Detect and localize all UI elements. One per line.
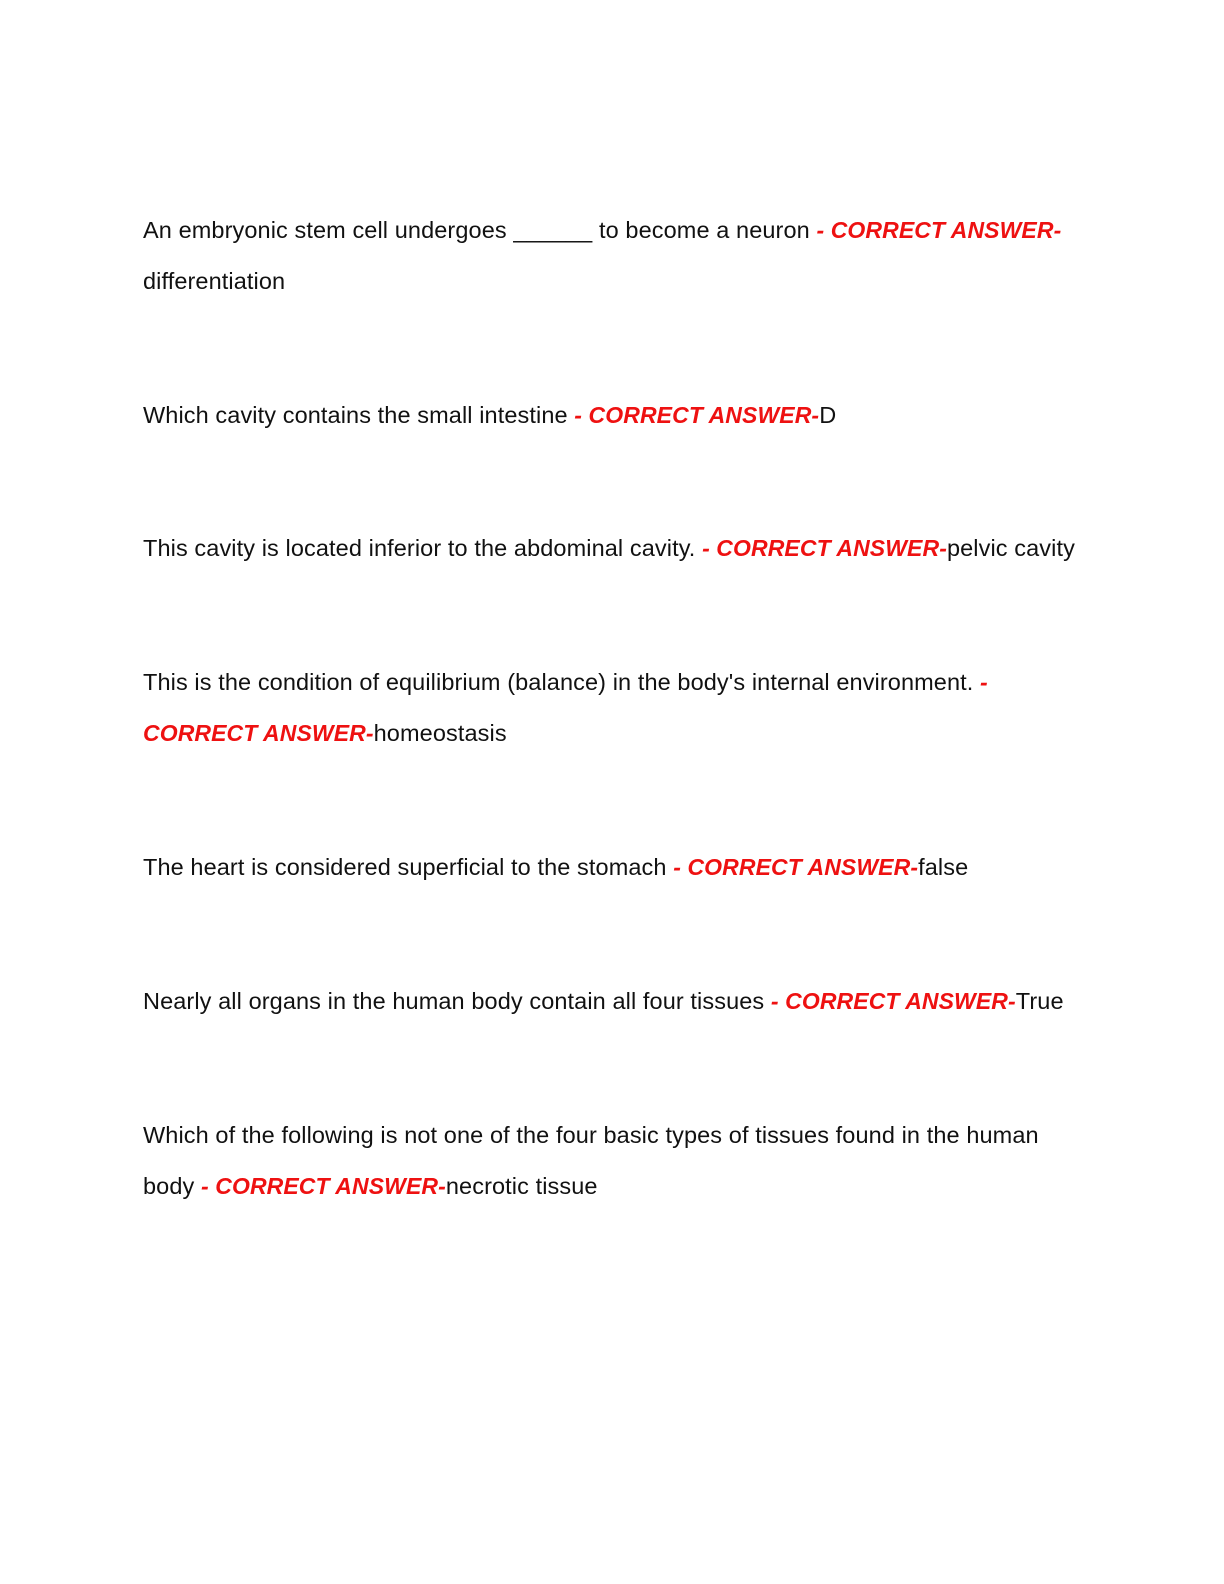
question-text: Which cavity contains the small intestine xyxy=(143,402,575,428)
correct-answer-marker: - CORRECT ANSWER- xyxy=(673,854,919,880)
answer-text: false xyxy=(918,854,969,880)
correct-answer-marker: - CORRECT ANSWER- xyxy=(201,1173,446,1199)
correct-answer-marker: - CORRECT ANSWER- xyxy=(143,669,988,746)
qa-list xyxy=(143,205,1078,1295)
correct-answer-marker: - CORRECT ANSWER- xyxy=(770,988,1016,1014)
answer-text: D xyxy=(819,402,837,428)
correct-answer-marker: - CORRECT ANSWER- xyxy=(702,535,947,561)
qa-item-5 xyxy=(143,842,1078,893)
qa-item-3 xyxy=(143,523,1078,574)
qa-item-1 xyxy=(143,205,1078,307)
question-text: Nearly all organs in the human body contain all four tissues xyxy=(143,988,771,1014)
qa-item-2 xyxy=(143,390,1078,441)
correct-answer-marker: - CORRECT ANSWER- xyxy=(816,217,1062,243)
answer-text: True xyxy=(1015,988,1064,1014)
question-text: This is the condition of equilibrium (balance) in the body's internal environment. xyxy=(143,669,981,695)
question-text: The heart is considered superficial to the stomach xyxy=(143,854,674,880)
answer-text: differentiation xyxy=(143,268,286,294)
correct-answer-marker: - CORRECT ANSWER- xyxy=(574,402,820,428)
question-text: An embryonic stem cell undergoes ______ to become a neuron xyxy=(143,217,817,243)
question-text: This cavity is located inferior to the abdominal cavity. xyxy=(143,535,703,561)
qa-item-6 xyxy=(143,976,1078,1027)
answer-text: homeostasis xyxy=(373,720,507,746)
answer-text: pelvic cavity xyxy=(946,535,1075,561)
answer-text: necrotic tissue xyxy=(445,1173,598,1199)
qa-item-4 xyxy=(143,657,1078,759)
qa-item-7 xyxy=(143,1110,1078,1212)
question-text: Which of the following is not one of the four basic types of tissues found in the human body xyxy=(143,1122,1039,1199)
